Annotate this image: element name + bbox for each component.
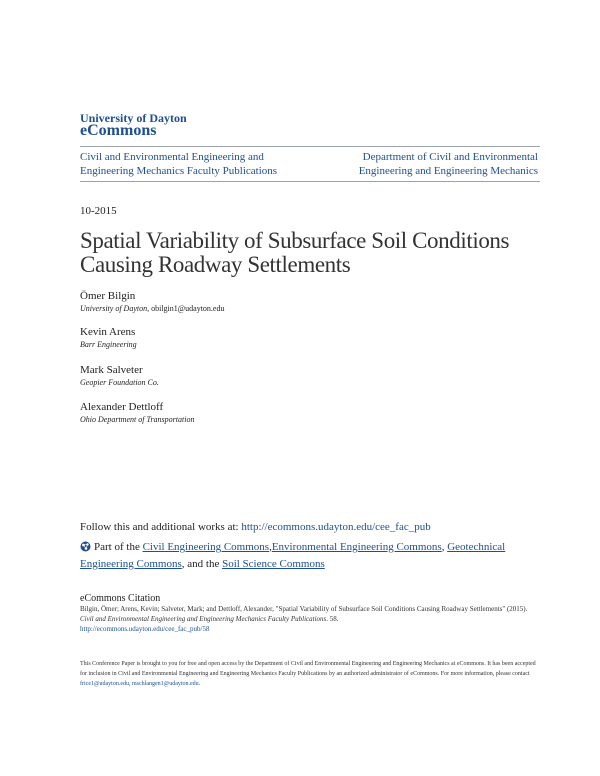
part-of-line: Part of the Civil Engineering Commons,Environmental Engineering Commons, Geotechnical Engineering Commons, and the Soil Science Commons (80, 541, 506, 570)
follow-line (80, 521, 431, 533)
author-name: Alexander Dettloff (80, 401, 164, 413)
author-name: Ömer Bilgin (80, 290, 136, 302)
citation-series: Civil and Environmental Engineering and Engineering Mechanics Faculty Publications (80, 615, 327, 623)
footer-notice (80, 659, 540, 689)
collection-link-faculty-publications[interactable]: Civil and Environmental Engineering and Engineering Mechanics Faculty Publications (80, 151, 278, 177)
geotechnical-engineering-commons-link[interactable]: Geotechnical Engineering Commons (80, 541, 506, 570)
citation-text (80, 604, 540, 634)
ecommons-logo-link[interactable]: eCommons (80, 122, 157, 139)
environmental-engineering-commons-link[interactable]: Environmental Engineering Commons (271, 541, 442, 553)
contact-emails-link[interactable]: frice1@udayton.edu, mschlangen1@udayton.edu (80, 681, 199, 687)
publication-date: 10-2015 (80, 205, 117, 217)
author-name: Mark Salveter (80, 364, 143, 376)
and-the-text: , and the (181, 558, 220, 570)
author-affiliation: Geopier Foundation Co. (80, 378, 159, 387)
citation-heading: eCommons Citation (80, 593, 161, 604)
footer-text: This Conference Paper is brought to you for free and open access by the Department of Civil and Environmental Engineering and Engineering Mechanics at eCommons. It has been accepted for inclusion in Civil and Environmental Engineering and Engineering Mechanics Faculty Publications by an authorized administrator of eCommons. For more information, please contact (80, 661, 536, 677)
author-name: Kevin Arens (80, 326, 136, 338)
part-of-prefix: Part of the (94, 541, 140, 553)
author-affiliation: University of Dayton, obilgin1@udayton.edu (80, 304, 225, 313)
collection-link-department[interactable]: Department of Civil and Environmental Engineering and Engineering Mechanics (358, 151, 538, 177)
soil-science-commons-link[interactable]: Soil Science Commons (222, 558, 325, 570)
citation-body: Bilgin, Ömer; Arens, Kevin; Salveter, Mark; and Dettloff, Alexander, "Spatial Variability of Subsurface Soil Conditions Causing Roadway Settlements" (2015). (80, 605, 528, 613)
university-name: University of Dayton (80, 111, 187, 125)
divider-bottom (80, 181, 540, 182)
citation-number: . 58. (326, 615, 339, 623)
civil-engineering-commons-link[interactable]: Civil Engineering Commons (142, 541, 270, 553)
follow-url-link[interactable]: http://ecommons.udayton.edu/cee_fac_pub (241, 521, 431, 533)
divider-top (80, 146, 540, 147)
citation-url-link[interactable]: http://ecommons.udayton.edu/cee_fac_pub/58 (80, 625, 210, 633)
follow-text: Follow this and additional works at: (80, 521, 239, 533)
author-affiliation: Barr Engineering (80, 340, 137, 349)
author-affiliation: Ohio Department of Transportation (80, 415, 195, 424)
network-icon (80, 541, 91, 557)
author-email: obilgin1@udayton.edu (151, 304, 225, 313)
paper-title: Spatial Variability of Subsurface Soil Conditions Causing Roadway Settlements (80, 228, 510, 277)
footer-end: . (198, 681, 201, 687)
